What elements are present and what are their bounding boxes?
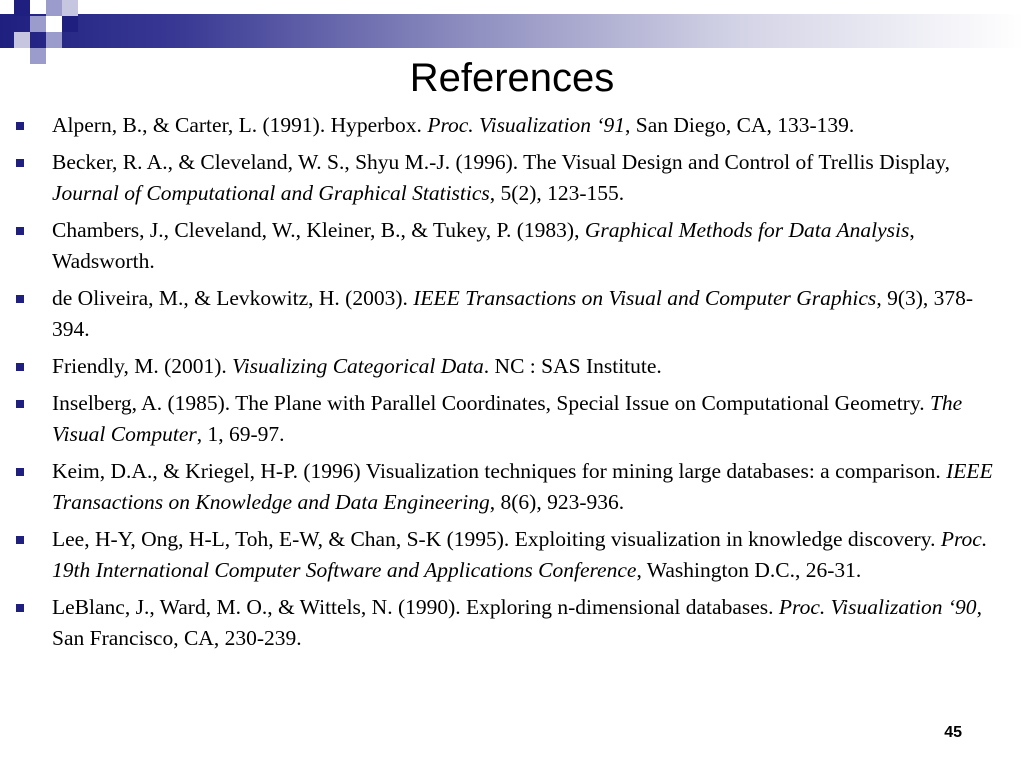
reference-list [14, 110, 1006, 660]
reference-item [14, 388, 1006, 450]
reference-source-title: Journal of Computational and Graphical Statistics [52, 181, 490, 205]
reference-source-title: IEEE Transactions on Knowledge and Data Engineering [52, 459, 993, 514]
deco-square [14, 0, 30, 16]
reference-source-title: Proc. Visualization ‘91 [427, 113, 625, 137]
reference-item [14, 524, 1006, 586]
bullet-square-icon [16, 363, 24, 371]
reference-source-title: Visualizing Categorical Data [232, 354, 484, 378]
bullet-square-icon [16, 604, 24, 612]
bullet-square-icon [16, 468, 24, 476]
reference-text: , Washington D.C., 26-31. [636, 558, 862, 582]
reference-item [14, 110, 1006, 141]
reference-item [14, 592, 1006, 654]
reference-text: , 5(2), 123-155. [489, 181, 625, 205]
page-number: 45 [944, 724, 962, 741]
reference-source-title: IEEE Transactions on Visual and Computer Graphics [413, 286, 877, 310]
reference-item [14, 456, 1006, 518]
reference-text: , 9(3), 378-394. [52, 286, 974, 341]
reference-text: , 1, 69-97. [196, 422, 285, 446]
reference-text: Friendly, M. (2001). [52, 354, 233, 378]
slide-title: References [409, 56, 615, 100]
bullet-square-icon [16, 159, 24, 167]
reference-text: Alpern, B., & Carter, L. (1991). Hyperbox. [52, 113, 428, 137]
reference-text: , 8(6), 923-936. [489, 490, 625, 514]
reference-text: de Oliveira, M., & Levkowitz, H. (2003). [52, 286, 414, 310]
reference-text: LeBlanc, J., Ward, M. O., & Wittels, N. (1990). Exploring n-dimensional databases. [52, 595, 779, 619]
reference-source-title: Graphical Methods for Data Analysis [584, 218, 910, 242]
deco-square [46, 32, 62, 48]
reference-text: , San Diego, CA, 133-139. [624, 113, 855, 137]
reference-text: , Wadsworth. [52, 218, 915, 273]
reference-item [14, 283, 1006, 345]
deco-square [30, 16, 46, 32]
reference-text: Chambers, J., Cleveland, W., Kleiner, B., & Tukey, P. (1983), [52, 218, 585, 242]
reference-source-title: Proc. Visualization ‘90 [778, 595, 977, 619]
deco-square [62, 16, 78, 32]
reference-text: . NC : SAS Institute. [483, 354, 662, 378]
bullet-square-icon [16, 122, 24, 130]
reference-text: Lee, H-Y, Ong, H-L, Toh, E-W, & Chan, S-K (1995). Exploiting visualization in knowledge discovery. [52, 527, 941, 551]
header-gradient-band [0, 14, 1024, 48]
reference-text: Becker, R. A., & Cleveland, W. S., Shyu M.-J. (1996). The Visual Design and Control of Trellis Display, [52, 150, 951, 174]
reference-item [14, 351, 1006, 382]
deco-square [62, 0, 78, 16]
reference-source-title: Proc. 19th International Computer Software and Applications Conference [52, 527, 988, 582]
bullet-square-icon [16, 227, 24, 235]
reference-source-title: The Visual Computer [52, 391, 963, 446]
reference-text: Keim, D.A., & Kriegel, H-P. (1996) Visualization techniques for mining large databases: a comparison. [52, 459, 947, 483]
reference-text: , San Francisco, CA, 230-239. [52, 595, 982, 650]
reference-text: Inselberg, A. (1985). The Plane with Parallel Coordinates, Special Issue on Computational Geometry. [52, 391, 930, 415]
bullet-square-icon [16, 536, 24, 544]
deco-square [46, 0, 62, 16]
deco-square [14, 32, 30, 48]
reference-item [14, 215, 1006, 277]
deco-square [46, 16, 62, 32]
bullet-square-icon [16, 400, 24, 408]
bullet-square-icon [16, 295, 24, 303]
reference-item [14, 147, 1006, 209]
